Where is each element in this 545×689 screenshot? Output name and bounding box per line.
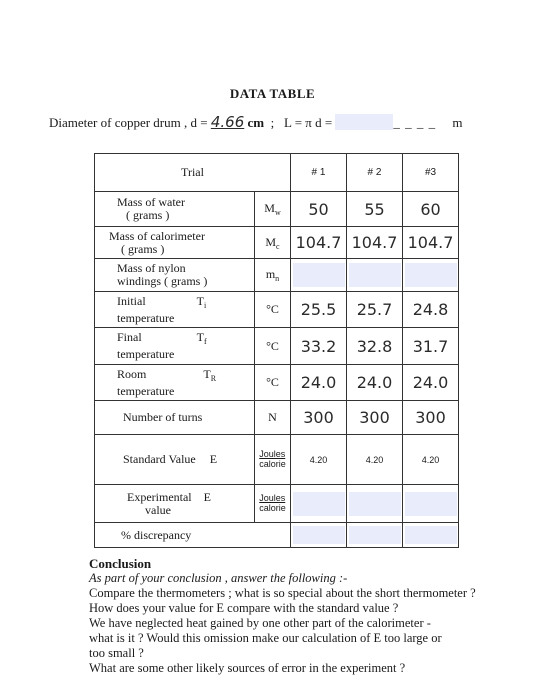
diameter-line bbox=[49, 113, 463, 131]
cell-value[interactable]: 25.7 bbox=[347, 292, 403, 328]
length-blank: _ _ _ _ bbox=[393, 115, 437, 130]
length-input[interactable] bbox=[335, 114, 393, 130]
row-label: Mass of water ( grams ) bbox=[95, 192, 255, 227]
row-label: Mass of nylon windings ( grams ) bbox=[95, 259, 255, 292]
cell-value[interactable] bbox=[403, 523, 459, 548]
table-row bbox=[95, 292, 459, 328]
trial-2-header: # 2 bbox=[347, 154, 403, 192]
cell-value: 4.20 bbox=[347, 435, 403, 485]
trial-3-header: #3 bbox=[403, 154, 459, 192]
cell-value[interactable] bbox=[347, 259, 403, 292]
cell-value[interactable]: 104.7 bbox=[403, 227, 459, 259]
cell-value[interactable] bbox=[403, 485, 459, 523]
cell-value[interactable]: 32.8 bbox=[347, 328, 403, 365]
conclusion-line: We have neglected heat gained by one other part of the calorimeter - bbox=[89, 616, 431, 630]
cell-value[interactable] bbox=[347, 485, 403, 523]
table-row bbox=[95, 365, 459, 401]
row-symbol: $m_n$ bbox=[255, 259, 291, 292]
cell-value: 4.20 bbox=[291, 435, 347, 485]
row-symbol: °C bbox=[255, 328, 291, 365]
row-label: Room $T_R$ temperature bbox=[95, 365, 255, 401]
cell-value[interactable]: 55 bbox=[347, 192, 403, 227]
row-unit: Joules calorie bbox=[255, 435, 291, 485]
conclusion-line: What are some other likely sources of error in the experiment ? bbox=[89, 661, 406, 675]
length-label: L = π d = bbox=[283, 115, 333, 130]
row-symbol: $M_c$ bbox=[255, 227, 291, 259]
cell-value[interactable]: 24.0 bbox=[347, 365, 403, 401]
blank-fill bbox=[405, 492, 457, 516]
cell-value[interactable]: 31.7 bbox=[403, 328, 459, 365]
row-label: Initial $T_i$ temperature bbox=[95, 292, 255, 328]
conclusion-line: Compare the thermometers ; what is so special about the short thermometer ? bbox=[89, 586, 476, 600]
data-table bbox=[94, 153, 459, 548]
cell-value[interactable]: 104.7 bbox=[347, 227, 403, 259]
blank-fill bbox=[293, 526, 345, 544]
cell-value[interactable]: 24.8 bbox=[403, 292, 459, 328]
blank-fill bbox=[293, 263, 345, 287]
blank-fill bbox=[349, 492, 401, 516]
diameter-value[interactable]: 4.66 bbox=[210, 113, 245, 131]
table-row bbox=[95, 192, 459, 227]
cell-value[interactable]: 300 bbox=[403, 401, 459, 435]
cell-value[interactable]: 33.2 bbox=[291, 328, 347, 365]
table-row bbox=[95, 328, 459, 365]
trial-1-header: # 1 bbox=[291, 154, 347, 192]
table-row bbox=[95, 523, 459, 548]
conclusion-line: How does your value for E compare with the standard value ? bbox=[89, 601, 399, 615]
table-header-row bbox=[95, 154, 459, 192]
cell-value[interactable] bbox=[403, 259, 459, 292]
conclusion-line: too small ? bbox=[89, 646, 144, 660]
cell-value[interactable] bbox=[347, 523, 403, 548]
row-label: Mass of calorimeter ( grams ) bbox=[95, 227, 255, 259]
diameter-unit: cm bbox=[247, 115, 265, 130]
row-label: Final $T_f$ temperature bbox=[95, 328, 255, 365]
blank-fill bbox=[293, 492, 345, 516]
blank-fill bbox=[405, 526, 457, 544]
conclusion-title: Conclusion bbox=[89, 556, 152, 571]
row-symbol: °C bbox=[255, 365, 291, 401]
cell-value[interactable]: 104.7 bbox=[291, 227, 347, 259]
length-unit: m bbox=[452, 115, 463, 130]
cell-value[interactable]: 60 bbox=[403, 192, 459, 227]
conclusion-intro: As part of your conclusion , answer the following :- bbox=[89, 571, 348, 585]
cell-value[interactable] bbox=[291, 485, 347, 523]
trial-header: Trial bbox=[95, 154, 291, 192]
row-symbol: °C bbox=[255, 292, 291, 328]
cell-value: 4.20 bbox=[403, 435, 459, 485]
row-unit: Joules calorie bbox=[255, 485, 291, 523]
blank-fill bbox=[349, 263, 401, 287]
blank-fill bbox=[349, 526, 401, 544]
table-row bbox=[95, 259, 459, 292]
table-row bbox=[95, 227, 459, 259]
cell-value[interactable]: 300 bbox=[347, 401, 403, 435]
conclusion-line: what is it ? Would this omission make our calculation of E too large or bbox=[89, 631, 442, 645]
blank-fill bbox=[405, 263, 457, 287]
conclusion-section bbox=[89, 556, 539, 676]
row-symbol: $M_w$ bbox=[255, 192, 291, 227]
row-symbol: N bbox=[255, 401, 291, 435]
separator: ; bbox=[270, 115, 275, 130]
table-row bbox=[95, 401, 459, 435]
row-label: % discrepancy bbox=[95, 523, 291, 548]
row-label: Standard Value E bbox=[95, 435, 255, 485]
cell-value[interactable]: 25.5 bbox=[291, 292, 347, 328]
page-title: DATA TABLE bbox=[229, 86, 316, 101]
table-row bbox=[95, 485, 459, 523]
row-label: Experimental E value bbox=[95, 485, 255, 523]
cell-value[interactable]: 24.0 bbox=[403, 365, 459, 401]
row-label: Number of turns bbox=[95, 401, 255, 435]
cell-value[interactable] bbox=[291, 259, 347, 292]
cell-value[interactable]: 50 bbox=[291, 192, 347, 227]
cell-value[interactable]: 300 bbox=[291, 401, 347, 435]
diameter-label: Diameter of copper drum , d = bbox=[49, 115, 208, 130]
cell-value[interactable] bbox=[291, 523, 347, 548]
table-row bbox=[95, 435, 459, 485]
cell-value[interactable]: 24.0 bbox=[291, 365, 347, 401]
